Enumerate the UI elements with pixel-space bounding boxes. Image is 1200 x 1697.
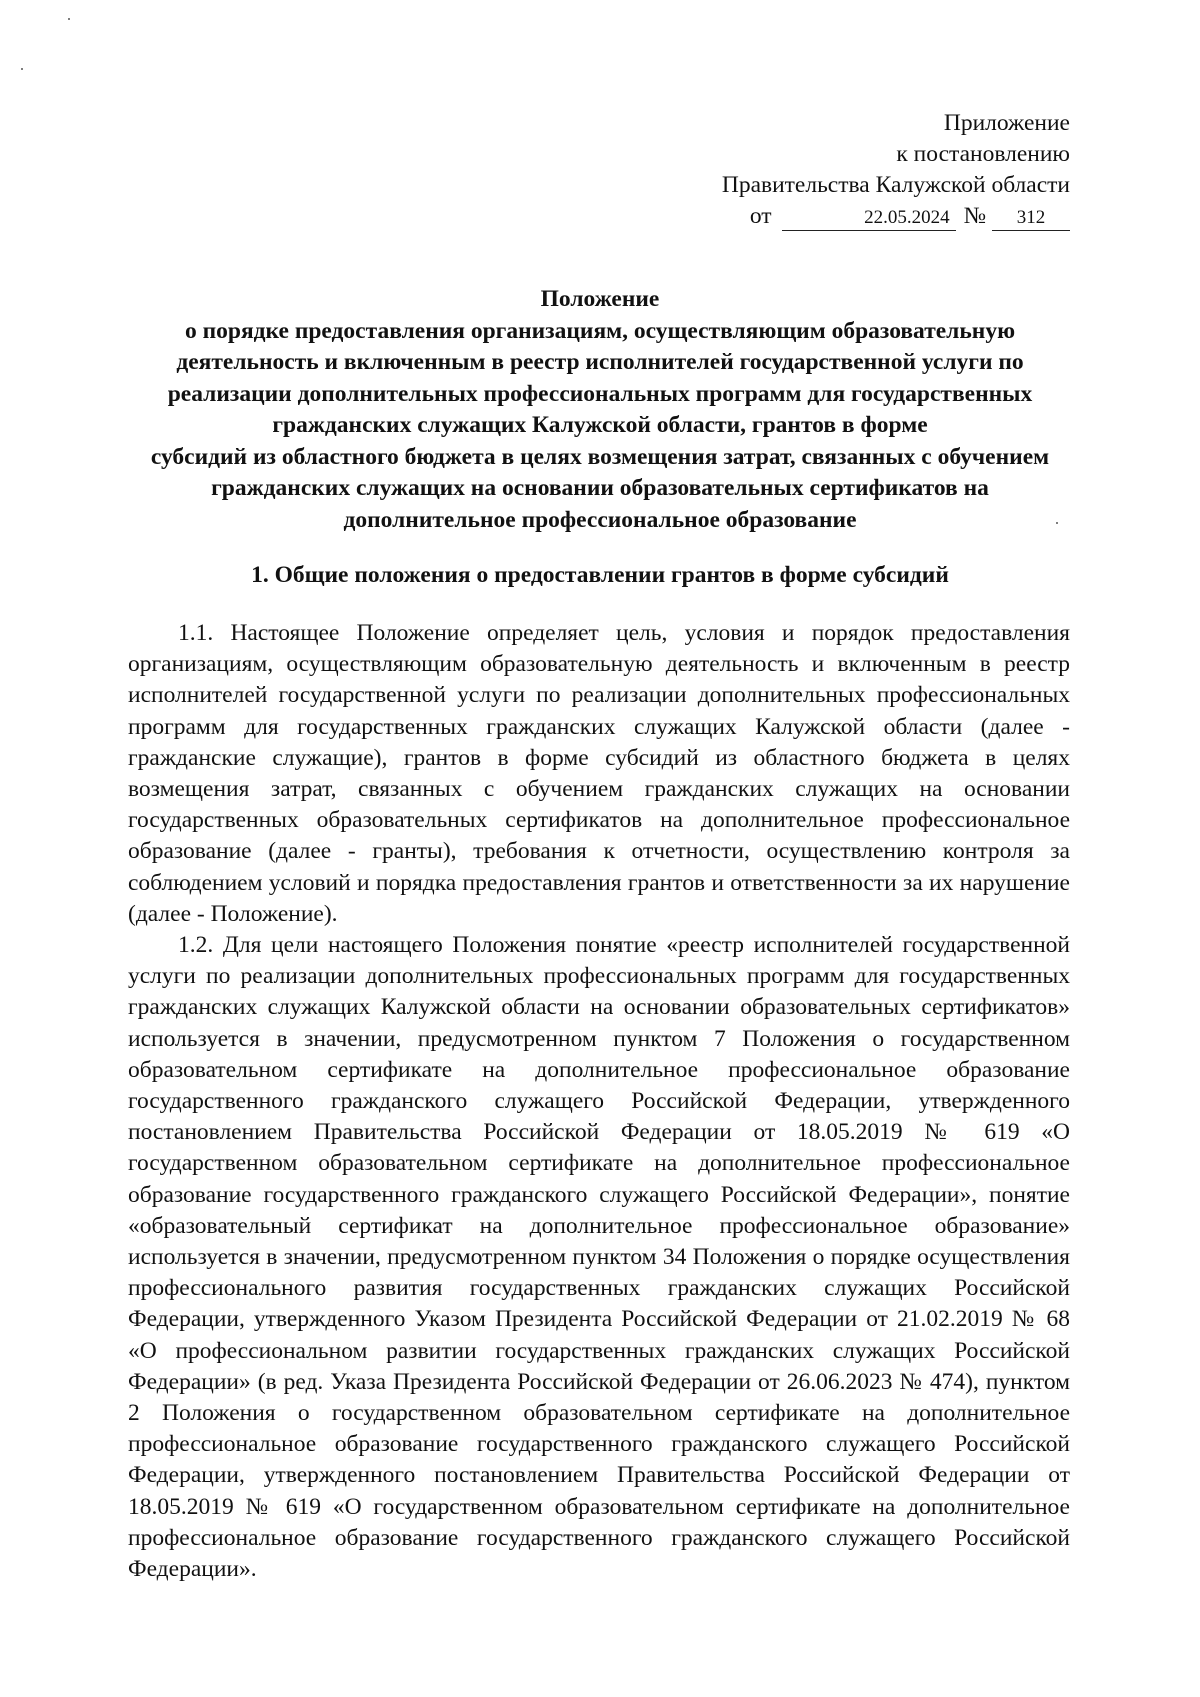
section-heading: 1. Общие положения о предоставлении грантов в форме субсидий [251,562,949,588]
title-line: деятельность и включенным в реестр исполнителей государственной услуги по [176,349,1024,375]
attachment-date-line [722,201,1070,232]
title-line: реализации дополнительных профессиональных программ для государственных [167,380,1033,407]
title-line: субсидий из областного бюджета в целях возмещения затрат, связанных с обучением [150,443,1050,470]
document-title [120,284,1080,536]
scan-speck [68,18,70,20]
paragraph-1-2: 1.2. Для цели настоящего Положения понятие «реестр исполнителей государственной услуги по реализации дополнительных профессиональных программ для государственных гражданских служащих Калужской области на основании образовательных сертификатов» используется в значении, предусмотренном пунктом 7 Положения о государственном образовательном сертификате на дополнительное профессиональное образование государственного гражданского служащего Российской Федерации, утвержденного постановлением Правительства Российской Федерации от 18.05.2019 № 619 «О государственном образовательном сертификате на дополнительное профессиональное образование государственного гражданского служащего Российской Федерации», понятие «образовательный сертификат на дополнительное профессиональное образование» используется в значении, предусмотренном пунктом 34 Положения о порядке осуществления профессионального развития государственных гражданских служащих Российской Федерации, утвержденного Указом Президента Российской Федерации от 21.02.2019 № 68 «О профессиональном развитии государственных гражданских служащих Российской Федерации» (в ред. Указа Президента Российской Федерации от 26.06.2023 № 474), пунктом 2 Положения о государственном образовательном сертификате на дополнительное профессиональное образование государственного гражданского служащего Российской Федерации, утвержденного постановлением Правительства Российской Федерации от 18.05.2019 № 619 «О государственном образовательном сертификате на дополнительное профессиональное образование государственного гражданского служащего Российской Федерации». [128,932,1070,1583]
attachment-to-resolution: к постановлению [896,141,1070,167]
title-line: дополнительное профессиональное образование [343,506,857,533]
attachment-label: Приложение [943,110,1070,136]
title-line: о порядке предоставления организациям, осуществляющим образовательную [184,317,1016,344]
paragraph-1-1: 1.1. Настоящее Положение определяет цель, условия и порядок предоставления организациям, осуществляющим образовательную деятельность и включенным в реестр исполнителей государственной услуги по реализации дополнительных профессиональных программ для государственных гражданских служащих Калужской области (далее - гражданские служащие), грантов в форме субсидий из областного бюджета в целях возмещения затрат, связанных с обучением гражданских служащих на основании государственных образовательных сертификатов на дополнительное профессиональное образование (далее - гранты), требования к отчетности, осуществлению контроля за соблюдением условий и порядка предоставления грантов и ответственности за их нарушение (далее - Положение). [128,620,1070,927]
title-heading: Положение [540,286,660,312]
from-label: от [749,203,772,229]
scan-speck [21,68,23,70]
paragraph-1-2-container [128,930,1070,1585]
resolution-number: 312 [992,206,1070,231]
title-line: гражданских служащих на основании образовательных сертификатов на [211,475,989,501]
paragraph-1-1-container [128,618,1070,930]
resolution-date: 22.05.2024 [782,206,956,231]
attachment-block [722,108,1070,232]
title-line: гражданских служащих Калужской области, грантов в форме [272,412,928,438]
number-sign: № [963,203,986,229]
attachment-government: Правительства Калужской области [721,172,1070,198]
